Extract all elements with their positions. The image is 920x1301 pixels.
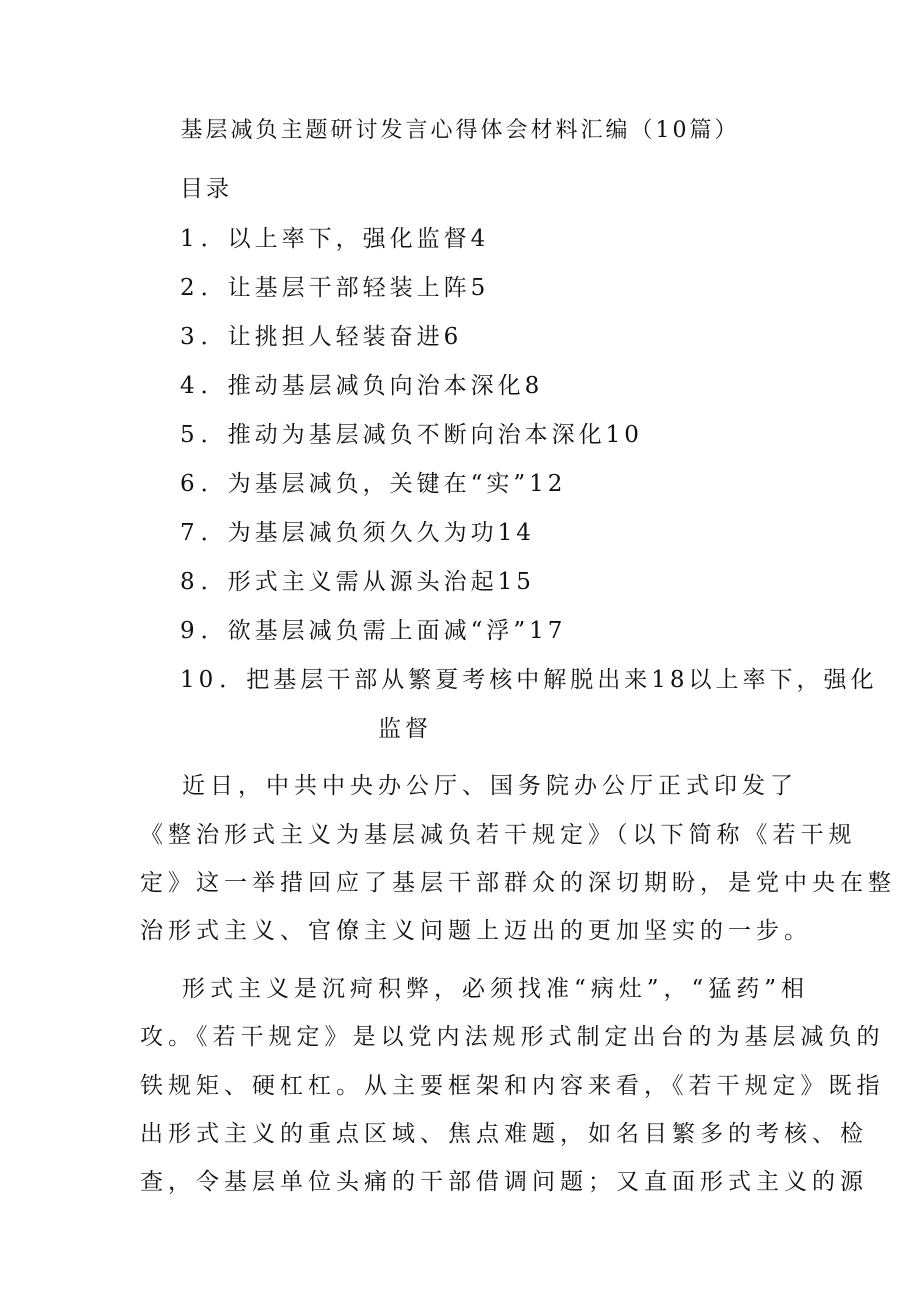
toc-item [180,465,566,498]
toc-item [180,661,878,694]
toc-item [180,220,489,253]
toc-item [180,269,489,302]
paragraph-line: 查，令基层单位头痛的干部借调问题；又直面形式主义的源 [140,1169,868,1195]
paragraph-line: 攻。《若干规定》是以党内法规形式制定出台的为基层减负的 [140,1024,885,1050]
toc-item-number: 6 [180,471,199,497]
toc-item-text: ．推动为基层减负不断向治本深化10 [200,422,643,448]
toc-item-text: ．推动基层减负向治本深化8 [200,373,544,399]
toc-item [180,514,535,547]
section-title-continuation: 监督 [378,716,432,742]
toc-item [180,367,543,400]
paragraph-line: 出形式主义的重点区域、焦点难题，如名目繁多的考核、检 [140,1121,868,1147]
toc-item-text: ．把基层干部从繁夏考核中解脱出来18以上率下，强化 [219,667,878,693]
toc-item [180,416,643,449]
paragraph-line: 治形式主义、官僚主义问题上迈出的更加坚实的一步。 [140,918,812,944]
toc-item-text: ．形式主义需从源头治起15 [200,569,535,595]
toc-item-number: 8 [180,569,199,595]
toc-item-text: ．为基层减负，关键在“实”12 [200,471,567,497]
toc-item-number: 2 [180,275,199,301]
paragraph-line: 《整治形式主义为基层减负若干规定》（以下简称《若干规 [140,822,857,848]
toc-item-number: 7 [180,520,199,546]
toc-item-text: ．为基层减负须久久为功14 [200,520,535,546]
toc-item [180,612,566,645]
toc-item-text: ．以上率下，强化监督4 [200,226,490,252]
toc-item-number: 5 [180,422,199,448]
document-title: 基层减负主题研讨发言心得体会材料汇编（10篇） [180,118,740,143]
toc-item [180,563,535,596]
toc-item-text: ．欲基层减负需上面减“浮”17 [200,618,567,644]
toc-heading: 目录 [180,176,232,202]
toc-item [180,318,462,351]
toc-item-number: 3 [180,324,199,350]
paragraph-line: 近日，中共中央办公厅、国务院办公厅正式印发了 [182,773,798,799]
toc-item-number: 10 [180,667,218,693]
paragraph-line: 形式主义是沉疴积弊，必须找准“病灶”，“猛药”相 [182,976,810,1002]
toc-item-number: 9 [180,618,199,644]
toc-item-text: ．让挑担人轻装奋进6 [200,324,463,350]
paragraph-line: 定》这一举措回应了基层干部群众的深切期盼，是党中央在整 [140,870,896,896]
paragraph-line: 铁规矩、硬杠杠。从主要框架和内容来看，《若干规定》既指 [140,1073,885,1099]
toc-item-text: ．让基层干部轻装上阵5 [200,275,490,301]
toc-item-number: 4 [180,373,199,399]
toc-item-number: 1 [180,226,199,252]
